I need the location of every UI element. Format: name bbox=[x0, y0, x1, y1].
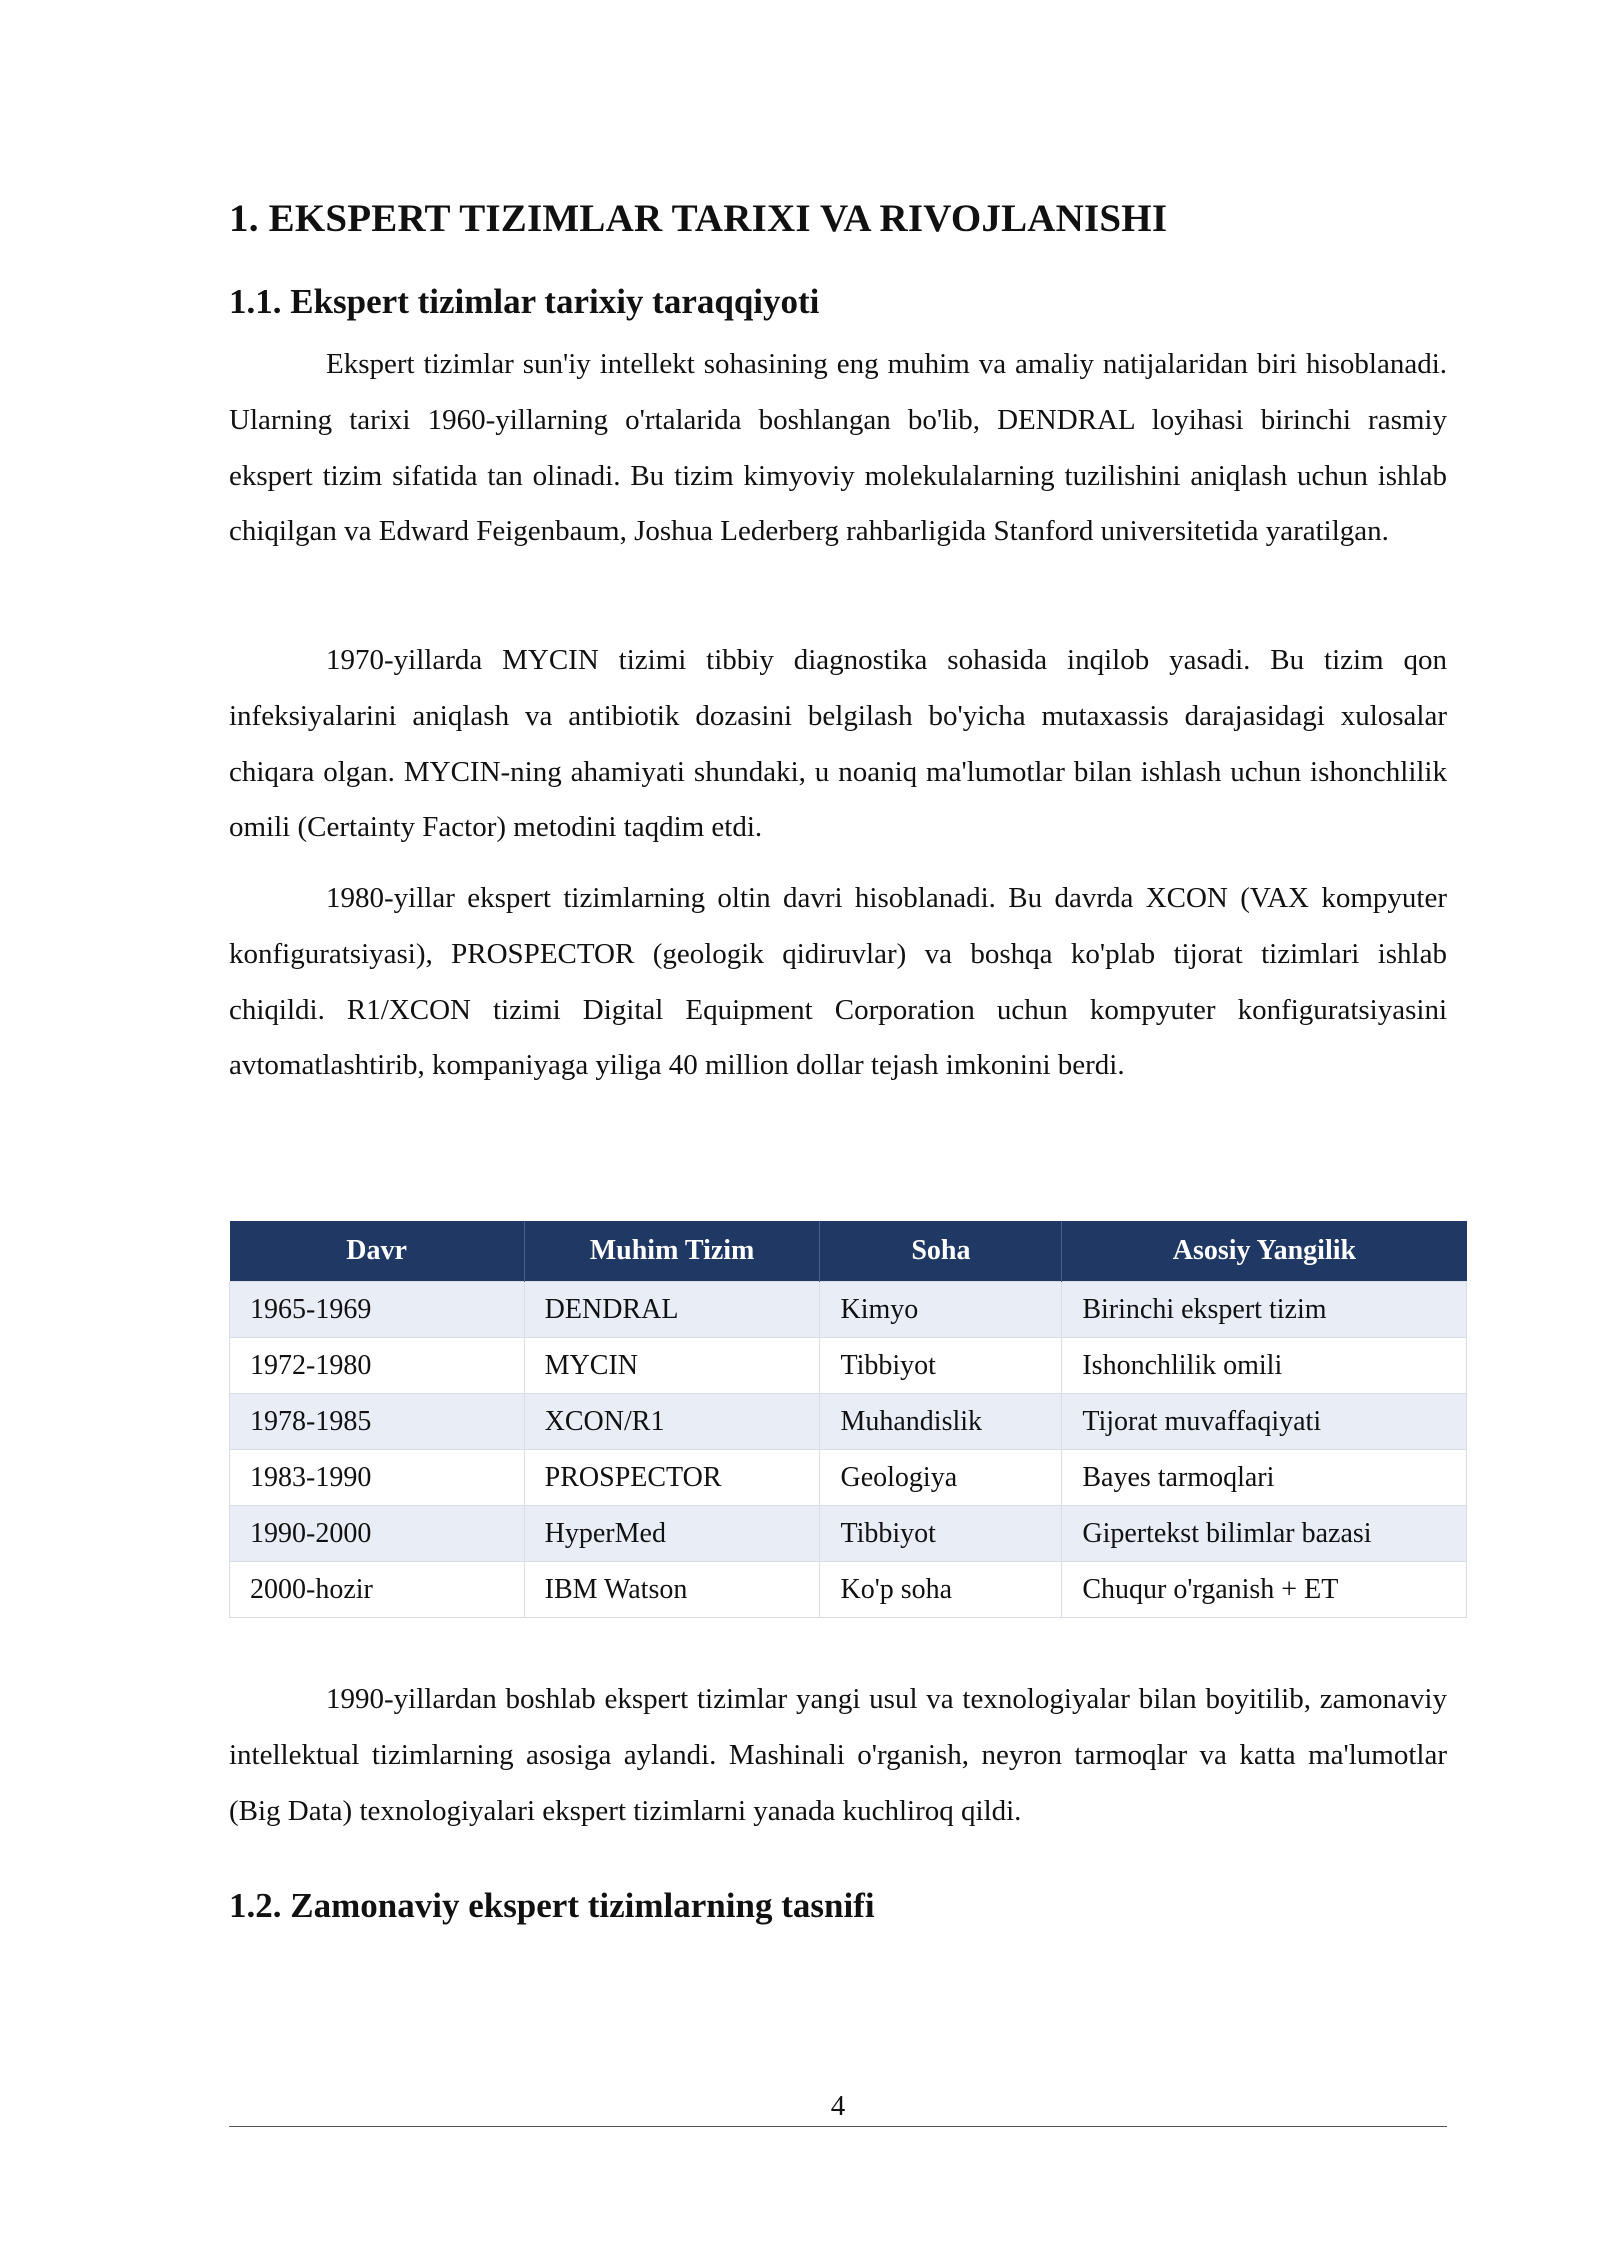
table-cell: Gipertekst bilimlar bazasi bbox=[1062, 1506, 1467, 1562]
table-cell: Muhandislik bbox=[820, 1394, 1062, 1450]
footer-divider bbox=[229, 2126, 1447, 2127]
page-number: 4 bbox=[830, 2090, 846, 2122]
paragraph-1: Ekspert tizimlar sun'iy intellekt sohasining eng muhim va amaliy natijalaridan biri hisoblanadi. Ularning tarixi 1960-yillarning o'rtalarida boshlangan bo'lib, DENDRAL loyihasi birinchi rasmiy ekspert tizim sifatida tan olinadi. Bu tizim kimyoviy molekulalarning tuzilishini aniqlash uchun ishlab chiqilgan va Edward Feigenbaum, Joshua Lederberg rahbarligida Stanford universitetida yaratilgan. bbox=[229, 348, 1447, 548]
paragraph-4: 1990-yillardan boshlab ekspert tizimlar yangi usul va texnologiyalar bilan boyitilib, zamonaviy intellektual tizimlarning asosiga aylandi. Mashinali o'rganish, neyron tarmoqlar va katta ma'lumotlar (Big Data) texnologiyalari ekspert tizimlarni yanada kuchliroq qildi. bbox=[229, 1683, 1447, 1827]
table-cell: PROSPECTOR bbox=[524, 1450, 820, 1506]
paragraph-3: 1980-yillar ekspert tizimlarning oltin davri hisoblanadi. Bu davrda XCON (VAX kompyuter konfiguratsiyasi), PROSPECTOR (geologik qidiruvlar) va boshqa ko'plab tijorat tizimlari ishlab chiqildi. R1/XCON tizimi Digital Equipment Corporation uchun kompyuter konfiguratsiyasini avtomatlashtirib, kompaniyaga yiliga 40 million dollar tejash imkonini berdi. bbox=[229, 882, 1447, 1082]
table-cell: 2000-hozir bbox=[230, 1562, 525, 1618]
section-heading-1-2: 1.2. Zamonaviy ekspert tizimlarning tasnifi bbox=[229, 1886, 875, 1925]
table-cell: Ishonchlilik omili bbox=[1062, 1338, 1467, 1394]
table-cell: Tibbiyot bbox=[820, 1506, 1062, 1562]
table-cell: Tijorat muvaffaqiyati bbox=[1062, 1394, 1467, 1450]
table-cell: Birinchi ekspert tizim bbox=[1062, 1282, 1467, 1338]
table-cell: IBM Watson bbox=[524, 1562, 820, 1618]
table-cell: MYCIN bbox=[524, 1338, 820, 1394]
table-header-cell: Soha bbox=[820, 1221, 1062, 1282]
table-cell: 1983-1990 bbox=[230, 1450, 525, 1506]
table-row bbox=[230, 1282, 1467, 1338]
chapter-heading: 1. EKSPERT TIZIMLAR TARIXI VA RIVOJLANISHI bbox=[229, 197, 1168, 240]
section-heading-1-1: 1.1. Ekspert tizimlar tarixiy taraqqiyoti bbox=[229, 282, 820, 321]
table-cell: Bayes tarmoqlari bbox=[1062, 1450, 1467, 1506]
history-table bbox=[229, 1221, 1467, 1618]
table-cell: Tibbiyot bbox=[820, 1338, 1062, 1394]
document-page bbox=[229, 0, 1447, 2262]
table-row bbox=[230, 1338, 1467, 1394]
table-cell: 1972-1980 bbox=[230, 1338, 525, 1394]
table-cell: Chuqur o'rganish + ET bbox=[1062, 1562, 1467, 1618]
table-header-cell: Davr bbox=[230, 1221, 525, 1282]
table-row bbox=[230, 1450, 1467, 1506]
table-header-cell: Asosiy Yangilik bbox=[1062, 1221, 1467, 1282]
table-cell: XCON/R1 bbox=[524, 1394, 820, 1450]
table-cell: Ko'p soha bbox=[820, 1562, 1062, 1618]
table-cell: 1978-1985 bbox=[230, 1394, 525, 1450]
table-row bbox=[230, 1394, 1467, 1450]
table-header-row bbox=[230, 1221, 1467, 1282]
table-cell: Geologiya bbox=[820, 1450, 1062, 1506]
paragraph-2: 1970-yillarda MYCIN tizimi tibbiy diagnostika sohasida inqilob yasadi. Bu tizim qon infeksiyalarini aniqlash va antibiotik dozasini belgilash bo'yicha mutaxassis darajasidagi xulosalar chiqara olgan. MYCIN-ning ahamiyati shundaki, u noaniq ma'lumotlar bilan ishlash uchun ishonchlilik omili (Certainty Factor) metodini taqdim etdi. bbox=[229, 644, 1447, 844]
table-cell: Kimyo bbox=[820, 1282, 1062, 1338]
table-cell: HyperMed bbox=[524, 1506, 820, 1562]
table-cell: 1965-1969 bbox=[230, 1282, 525, 1338]
table-row bbox=[230, 1562, 1467, 1618]
table-cell: DENDRAL bbox=[524, 1282, 820, 1338]
table-header-cell: Muhim Tizim bbox=[524, 1221, 820, 1282]
table-row bbox=[230, 1506, 1467, 1562]
table-cell: 1990-2000 bbox=[230, 1506, 525, 1562]
